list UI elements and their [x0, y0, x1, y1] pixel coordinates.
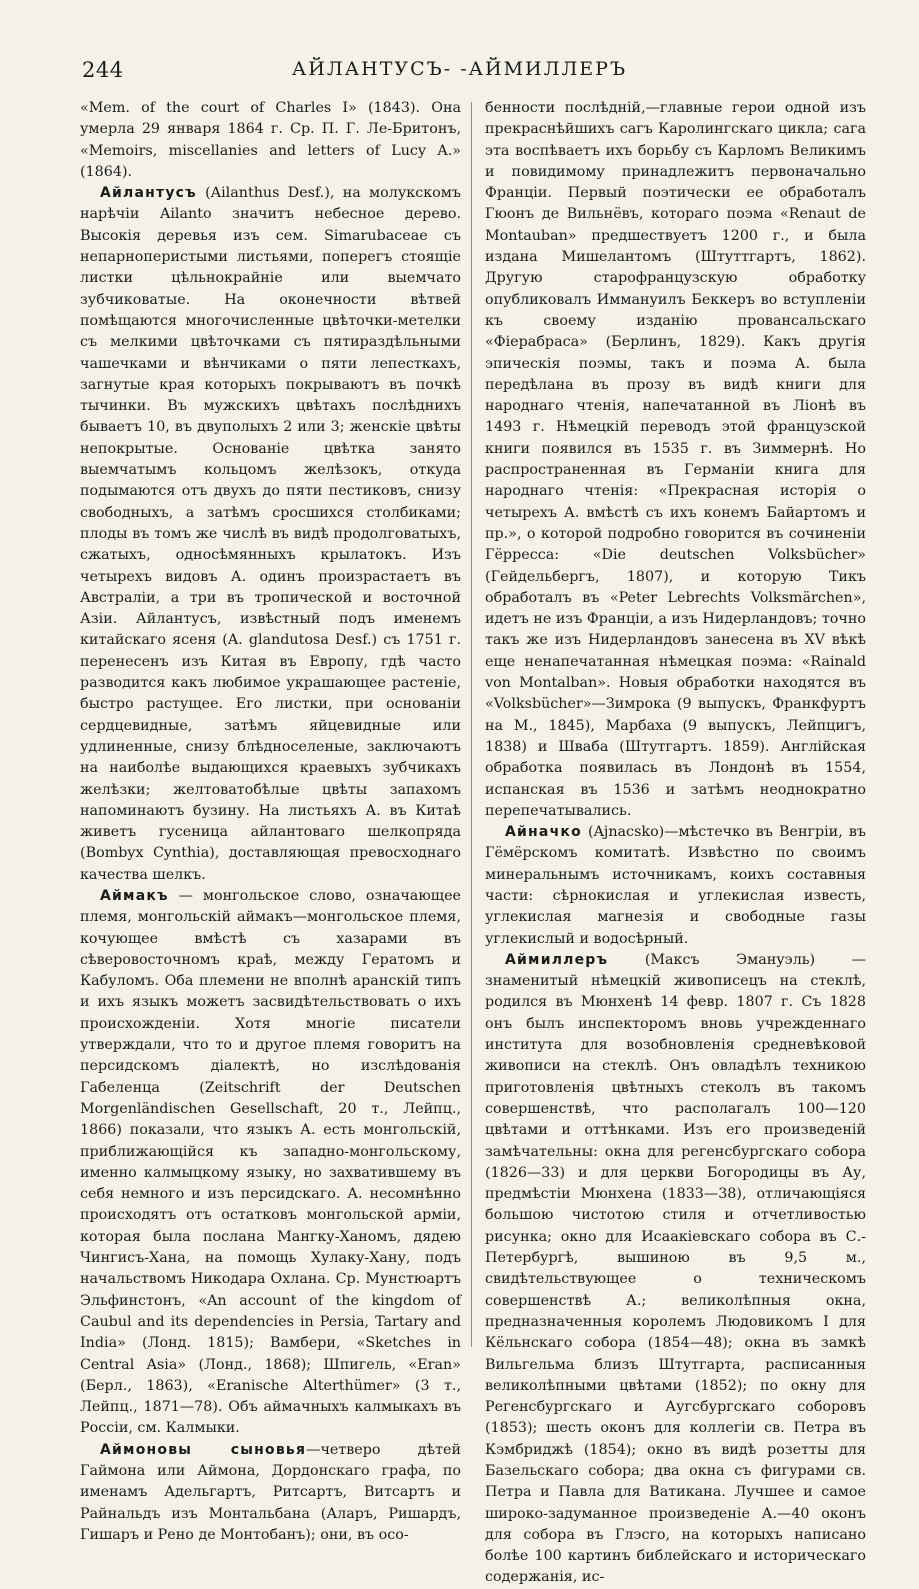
right-column [485, 98, 866, 1589]
entry-aimon-sons [80, 1440, 461, 1546]
entry-aimak [80, 886, 461, 1440]
entry-text: (Максъ Эмануэль) — знаменитый нѣмецкій живописецъ на стеклѣ, родился въ Мюнхенѣ 14 февр. 1807 г. Съ 1828 онъ былъ инспекторомъ вновь учрежденнаго института для возобновленія средневѣковой живописи на стеклѣ. Онъ овладѣлъ техникою приготовленія цвѣтныхъ стеколъ въ такомъ совершенствѣ, что располагалъ 100—120 цвѣтами и оттѣнками. Изъ его произведеній замѣчательны: окна для регенсбургскаго собора (1826—33) и для церкви Богородицы въ Ау, предмѣстіи Мюнхена (1833—38), отличающіяся большою чистотою стиля и отчетливостью рисунка; окно для Исаакіевскаго собора въ С.-Петербургѣ, вышиною въ 9,5 м., свидѣтельствующее о техническомъ совершенствѣ А.; великолѣпныя окна, предназначенныя королемъ Людовикомъ I для Кёльнскаго собора (1854—48); окна въ замкѣ Вильгельма близъ Штутгарта, расписанныя великолѣпными цвѣтами (1852); по окну для Регенсбургскаго и Аугсбургскаго соборовъ (1853); шесть оконъ для коллегіи св. Петра въ Кэмбриджѣ (1854); окно въ видѣ розетты для Базельскаго собора; два окна съ фигурами св. Петра и Павла для Ватикана. Лучшее и самое широко-задуманное произведеніе А.—40 оконъ для собора въ Глэсго, на которыхъ написано болѣе 100 картинъ библейскаго и историческаго содержанія, ис- [485, 951, 866, 1586]
entry-headword: Аймиллеръ [505, 951, 609, 968]
entry-headword: Айначко [505, 824, 582, 841]
entry-headword: Аймакъ [100, 887, 169, 904]
entry-headword: Аймоновы сыновья [100, 1441, 307, 1458]
entry-text: (Ajnacsko)—мѣстечко въ Венгріи, въ Гёмёрскомъ комитатѣ. Извѣстно по своимъ минеральнымъ источникамъ, коихъ составныя части: сѣрнокислая и углекислая известь, углекислая магнезія и свободные газы углекислый и водосѣрный. [485, 824, 866, 947]
entry-text: — монгольское слово, означающее племя, монгольскій аймакъ—монгольское племя, кочующее вмѣстѣ съ хазарами въ сѣверовосточномъ краѣ, между Гератомъ и Кабуломъ. Оба племени не вполнѣ аранскій типъ и ихъ языкъ можетъ засвидѣтельствовать о ихъ происхожденіи. Хотя многіе писатели утверждали, что то и другое племя говоритъ на персидскомъ діалектѣ, но изслѣдованія Габеленца (Zeitschrift der Deutschen Morgenländischen Gesellschaft, 20 т., Лейпц., 1866) показали, что языкъ А. есть монгольскій, приближающійся къ западно-монгольскому, именно калмыцкому языку, но захватившему въ себя немного и изъ персидскаго. А. несомнѣнно происходятъ отъ остатковъ монгольской арміи, которая была послана Мангку-Ханомъ, дядею Чингисъ-Хана, на помощь Хулаку-Хану, подъ начальствомъ Никодара Охлана. Ср. Мунстюартъ Эльфинстонъ, «An account of the kingdom of Caubul and its dependencies in Persia, Tartary and India» (Лонд. 1815); Вамбери, «Sketches in Central Asia» (Лонд., 1868); Шпигель, «Eran» (Берл., 1863), «Eranische Alterthümer» (3 т., Лейпц., 1871—78). Объ аймачныхъ калмыкахъ въ Россіи, см. Калмыки. [80, 887, 461, 1437]
running-head: АЙЛАНТУСЪ- -АЙМИЛЛЕРЪ [291, 58, 628, 80]
paragraph-text: «Mem. of the court of Charles I» (1843). Она умерла 29 января 1864 г. Ср. П. Г. Ле-Бритонъ, «Memoirs, miscellanies and letters of Lucy A.» (1864). [80, 100, 461, 180]
entry-ailanthus [80, 183, 461, 886]
paragraph-text: бенности послѣдній,—главные герои одной изъ прекраснѣйшихъ сагъ Каролингскаго цикла; сага эта воспѣваетъ ихъ борьбу съ Карломъ Великимъ и повидимому принадлежитъ первоначально Франціи. Первый поэтически ее обработалъ Гюонъ де Вильнёвъ, котораго поэма «Renaut de Montauban» предшествуетъ 1200 г., и была издана Мишелантомъ (Штуттгартъ, 1862). Другую старофранцузскую обработку опубликовалъ Иммануилъ Беккеръ во вступленіи къ своему изданію провансальскаго «Фіерабраса» (Берлинъ, 1829). Какъ другія эпическія поэмы, такъ и поэма А. была передѣлана въ прозу въ видѣ книги для народнаго чтенія, напечатанной въ Ліонѣ въ 1493 г. Нѣмецкій переводъ этой французской книги появился въ 1535 г. въ Зиммернѣ. Но распространенная въ Германіи книга для народнаго чтенія: «Прекрасная исторія о четырехъ А. вмѣстѣ съ ихъ конемъ Байартомъ и пр.», о которой подробно говорится въ сочиненіи Гёрресса: «Die deutschen Volksbücher» (Гейдельбергъ, 1807), и которую Тикъ обработалъ въ «Peter Lebrechts Volksmärchen», идетъ не изъ Франціи, а изъ Нидерландовъ; точно такъ же изъ Нидерландовъ занесена въ XV вѣкѣ еще ненапечатанная нѣмецкая поэма: «Rainald von Montalban». Новыя обработки находятся въ «Volksbücher»—Зимрока (9 выпускъ, Франкфуртъ на М., 1845), Марбаха (9 выпускъ, Лейпцигъ, 1838) и Шваба (Штутгартъ. 1859). Англійская обработка появилась въ Лондонѣ въ 1554, испанская въ 1536 и затѣмъ неоднократно перепечатывались. [485, 100, 866, 819]
entry-ajnacsko [485, 822, 866, 950]
entry-headword: Айлантусъ [100, 185, 197, 202]
continuation-paragraph [80, 98, 461, 183]
left-column [80, 98, 461, 1589]
page-number: 244 [82, 58, 124, 82]
text-columns [80, 98, 866, 1589]
page-header [82, 58, 837, 84]
entry-aimiller [485, 950, 866, 1589]
entry-text: (Ailanthus Desf.), на молукскомъ нарѣчіи Ailanto значитъ небесное дерево. Высокія деревья изъ сем. Simarubaceae съ непарноперистыми листьями, поперегъ стоящіе листки цѣльнокрайніе или выемчато зубчиковатые. На оконечности вѣтвей помѣщаются многочисленные цвѣточки-метелки съ мелкими цвѣточками съ пятираздѣльными чашечками и вѣнчиками о пяти лепесткахъ, загнутые края которыхъ покрываютъ въ почкѣ тычинки. Въ мужскихъ цвѣтахъ послѣднихъ бываетъ 10, въ двуполыхъ 2 или 3; женскіе цвѣты непокрытые. Основаніе цвѣтка занято выемчатымъ кольцомъ желѣзокъ, откуда подымаются отъ двухъ до пяти пестиковъ, снизу свободныхъ, а затѣмъ сросшихся столбиками; плоды въ томъ же числѣ въ видѣ продолговатыхъ, сжатыхъ, односѣмянныхъ крылатокъ. Изъ четырехъ видовъ А. одинъ произрастаетъ въ Австраліи, а три въ тропической и восточной Азіи. Айлантусъ, извѣстный подъ именемъ китайскаго ясеня (A. glandutosa Desf.) съ 1751 г. перенесенъ изъ Китая въ Европу, гдѣ часто разводится какъ любимое украшающее растеніе, быстро растущее. Его листки, при основаніи сердцевидные, затѣмъ яйцевидные или удлиненные, снизу блѣдноселеные, заключаютъ на наиболѣе выдающихся краевыхъ зубчикахъ желѣзки; желтоватобѣлые цвѣты запахомъ напоминаютъ бузину. На листьяхъ А. въ Китаѣ живетъ гусеница айлантоваго шелкопряда (Bombyx Cynthia), доставляющая превосходнаго качества шелкъ. [80, 185, 461, 883]
entry-text: —четверо дѣтей Гаймона или Аймона, Дордонскаго графа, по именамъ Адельгартъ, Ритсартъ, Витсартъ и Райнальдъ изъ Монтальбана (Аларъ, Ришардъ, Гишаръ и Рено де Монтобанъ); они, въ осо- [80, 1441, 461, 1543]
continuation-paragraph [485, 98, 866, 822]
